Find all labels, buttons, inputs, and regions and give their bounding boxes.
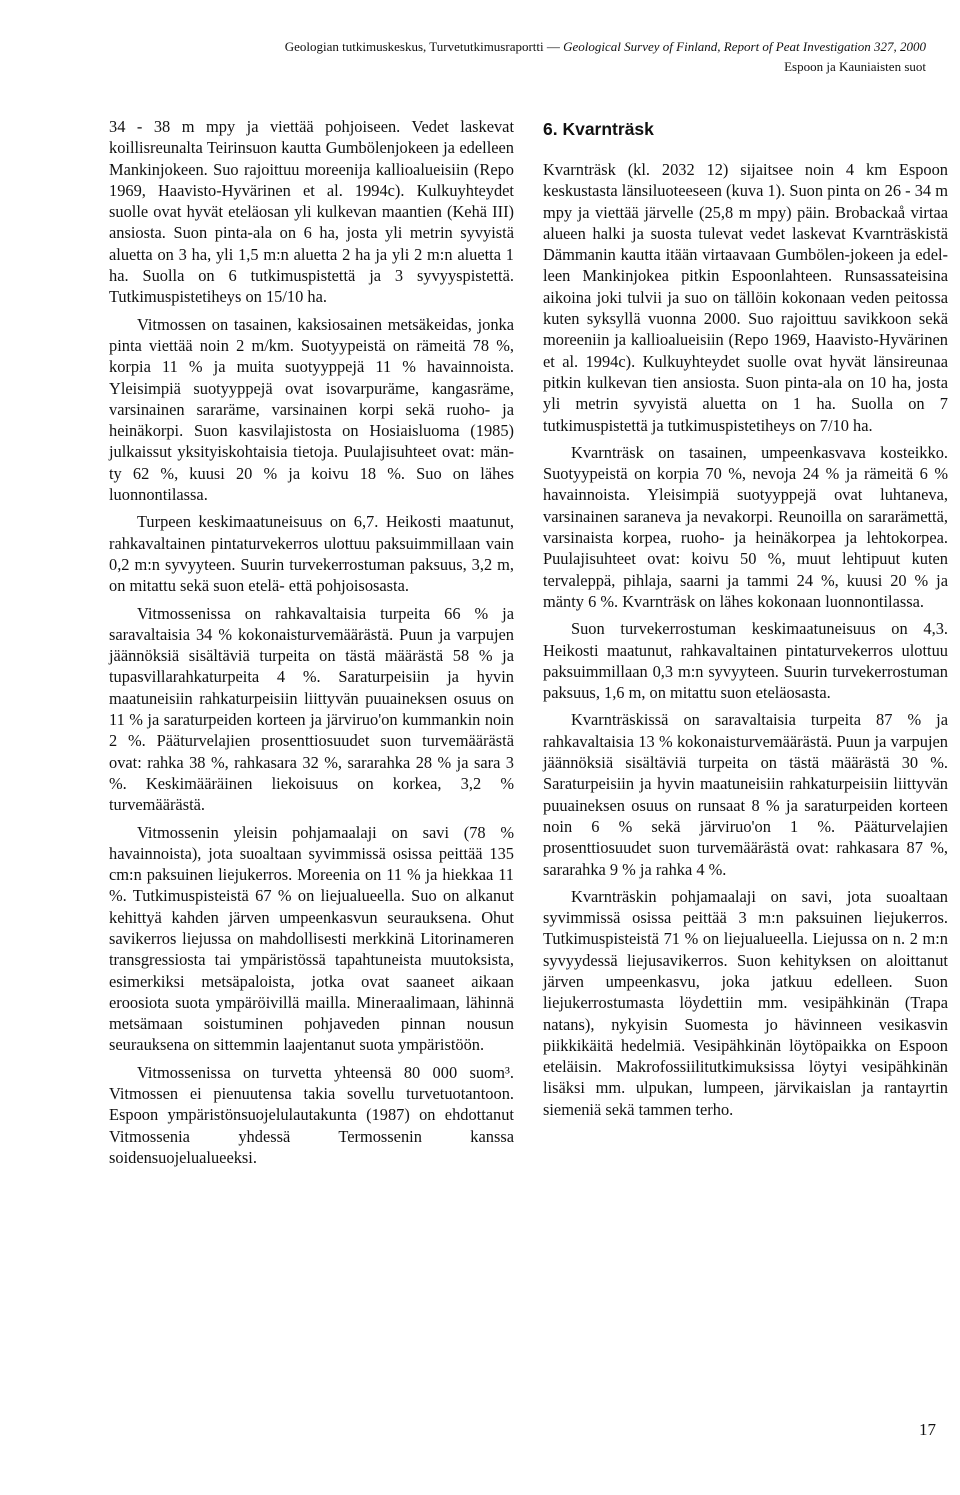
left-paragraph-1: 34 - 38 m mpy ja viettää pohjoiseen. Vedet laskevat koillisreunalta Teirinsuon kautta Gumbölenjokeen ja edelleen Mankinjokeen. Suo rajoittuu moreenija kallioalueisiin (Repo 1969, Haavisto-Hyvärinen et al. 1994c). Kulkuyhteydet suolle ovat hyvät eteläosan yli kulkevan maantien (Kehä III) ansiosta. Suon pinta-ala on 6 ha, josta yli metrin syvyistä aluetta on 3 ha, yli 1,5 m:n aluetta 2 ha ja yli 2 m:n aluetta 1 ha. Suolla on 6 tutkimuspistettä ja 3 syvyyspistettä. Tutkimuspistetiheys on 15/10 ha.	[109, 117, 514, 307]
header-publisher-fi: Geologian tutkimuskeskus, Turvetutkimusraportti —	[284, 39, 560, 54]
right-column	[543, 116, 948, 1126]
right-paragraph-5: Kvarnträskin pohjamaalaji on savi, jota suoaltaan syvimmissä osissa peittää 3 m:n paksuinen liejukerros. Tutkimuspisteistä 71 % on liejualueella. Liejussa on n. 2 m:n syvyydessä liejusavikerros. Suon kehityksen on aloittanut järven umpeenkasvu, joka jatkuu edelleen. Suon liejukerrostumasta löydettiin mm. vesipähkinän (Trapa natans), nykyisin Suomesta jo hävinneen vesikasvin piikkikäitä hedelmiä. Vesipähkinän löytöpaikka on Espoon eteläisin. Makrofossiilitutkimuksissa löytyi vesipähkinän lisäksi mm. ulpukan, lumpeen, järvikaislan ja rantayrtin siemeniä sekä tammen terho.	[543, 886, 948, 1119]
header-line-1	[26, 38, 926, 55]
running-header	[26, 38, 926, 75]
section-heading: 6. Kvarnträsk	[543, 119, 654, 139]
header-publisher-en: Geological Survey of Finland, Report of Peat Investigation 327, 2000	[563, 39, 926, 54]
left-paragraph-2: Vitmossen on tasainen, kaksiosainen metsäkeidas, jonka pinta viettää noin 2 m/km. Suotyypeistä on rämeitä 78 %, korpia 11 % ja muita suotyyppejä 11 % havainnoista. Yleisimpiä suotyyppejä ovat isovarpuräme, kangasräme, varsinainen sararäme, varsinainen korpi sekä ruoho- ja heinäkorpi. Suon kasvilajistosta on Hosiaisluoma (1985) julkaissut yksityiskohtaisia tietoja. Puulajisuhteet ovat: mänty 62 %, kuusi 20 % ja koivu 18 %. Suo on lähes luonnontilassa.	[109, 314, 514, 505]
left-paragraph-3: Turpeen keskimaatuneisuus on 6,7. Heikosti maatunut, rahkavaltainen pintaturvekerros ulottuu paksuimmillaan vain 0,2 m:n syvyyteen. Suurin turvekerrostuman paksuus, 3,2 m, on mitattu sekä suon etelä- että pohjoisosasta.	[109, 512, 514, 596]
right-paragraph-1: Kvarnträsk (kl. 2032 12) sijaitsee noin 4 km Espoon keskustasta länsiluoteeseen (kuva 1). Suon pinta on 26 - 34 m mpy ja viettää järvelle (25,8 m mpy) päin. Brobackaå virtaa alueen halki ja suosta tulevat vedet laskevat Kvarnträskistä Dämmanin kautta itään virtaavaan Gumbölen-jokeen ja edelleen Mankinjokea pitkin Espoonlahteen. Runsassateisina aikoina joki tulvii ja suo on tällöin kokonaan veden peitossa kuten syksyllä vuonna 2000. Suo rajoittuu savikkoon sekä moreeniin ja kallioalueisiin (Repo 1969, Haavisto-Hyvärinen et al. 1994c). Kulkuyhteydet suolle ovat hyvät länsireunaa pitkin kulkevan tien ansiosta. Suon pinta-ala on 10 ha, josta yli metrin syvyistä aluetta on 1 ha. Suolla on 7 tutkimuspistettä ja tutkimuspistetiheys on 7/10 ha.	[543, 160, 948, 435]
left-paragraph-5: Vitmossenin yleisin pohjamaalaji on savi (78 % havainnoista), jota suoaltaan syvimmissä osissa peittää 135 cm:n paksuinen liejukerros. Moreenia on 11 % ja hiekkaa 11 %. Tutkimuspisteistä 67 % on liejualueella. Suo on alkanut kehittyä kahden järven umpeenkasvun seurauksena. Ohut savikerros liejussa on mahdollisesti merkkinä Litorinameren transgressiosta tai ympäristössä tapahtuneista muutoksista, esimerkiksi metsäpaloista, jotka ovat saaneet aikaan eroosiota suota ympäröivillä mailla. Mineraalimaan, lähinnä metsämaan soistuminen pohjaveden pinnan nousun seurauksena on sittemmin laajentanut suota ympäristöön.	[109, 822, 514, 1055]
left-paragraph-4: Vitmossenissa on rahkavaltaisia turpeita 66 % ja saravaltaisia 34 % kokonaisturvemäärästä. Puun ja varpujen jäännöksiä sisältäviä turpeita on tästä määrästä 58 % ja tupasvillarahkaturpeita 4 %. Saraturpeisiin ja hyvin maatuneisiin rahkaturpeisiin liittyvän puuaineksen osuus on 11 % ja saraturpeiden korteen ja järviruo'on kummankin noin 2 %. Pääturvelajien prosenttiosuudet suon turvemäärästä ovat: rahka 38 %, rahkasara 32 %, sararahka 28 % ja sara 3 %. Keskimääräinen liekoisuus on korkea, 3,2 % turvemäärästä.	[109, 603, 514, 815]
page-number: 17	[919, 1420, 936, 1439]
right-paragraph-3: Suon turvekerrostuman keskimaatuneisuus on 4,3. Heikosti maatunut, rahkavaltainen pintaturvekerros ulottuu paksuimmillaan 0,3 m:n syvyyteen. Suurin turvekerrostuman paksuus, 1,6 m, on mitattu suon eteläosasta.	[543, 619, 948, 703]
header-line-2: Espoon ja Kauniaisten suot	[784, 59, 926, 74]
right-paragraph-4: Kvarnträskissä on saravaltaisia turpeita 87 % ja rahkavaltaisia 13 % kokonaisturvemäärästä. Puun ja varpujen jäännöksiä sisältäviä turpeita on tästä määrästä 30 %. Saraturpeisiin ja hyvin maatuneisiin rahkaturpeisiin liittyvän puuaineksen osuus on runsaat 8 % ja saraturpeiden korteen noin 6 % sekä järviruo'on 1 %. Pääturvelajien prosenttiosuudet suon turvemäärästä ovat: rahkasara 87 %, sararahka 9 % ja rahka 4 %.	[543, 710, 948, 879]
left-paragraph-6: Vitmossenissa on turvetta yhteensä 80 000 suom³. Vitmossen ei pienuutensa takia sovellu turvetuotantoon. Espoon ympäristönsuojelulautakunta (1987) on ehdottanut Vitmossenia yhdessä Termossenin kanssa soidensuojelualueeksi.	[109, 1062, 514, 1167]
left-column	[109, 116, 514, 1174]
right-paragraph-2: Kvarnträsk on tasainen, umpeenkasvava kosteikko. Suotyypeistä on korpia 70 %, nevoja 24 % ja rämeitä 6 % havainnoista. Yleisimpiä suotyyppejä ovat luhtaneva, varsinainen saraneva ja nevakorpi. Reunoilla on sararämettä, varsinaista korpea, ruoho- ja heinäkorpea ja lehtokorpea. Puulajisuhteet ovat: koivu 50 %, muut lehtipuut kuten tervaleppä, pihlaja, saarni ja tammi 24 %, kuusi 20 % ja mänty 6 %. Kvarnträsk on lähes kokonaan luonnontilassa.	[543, 442, 948, 611]
